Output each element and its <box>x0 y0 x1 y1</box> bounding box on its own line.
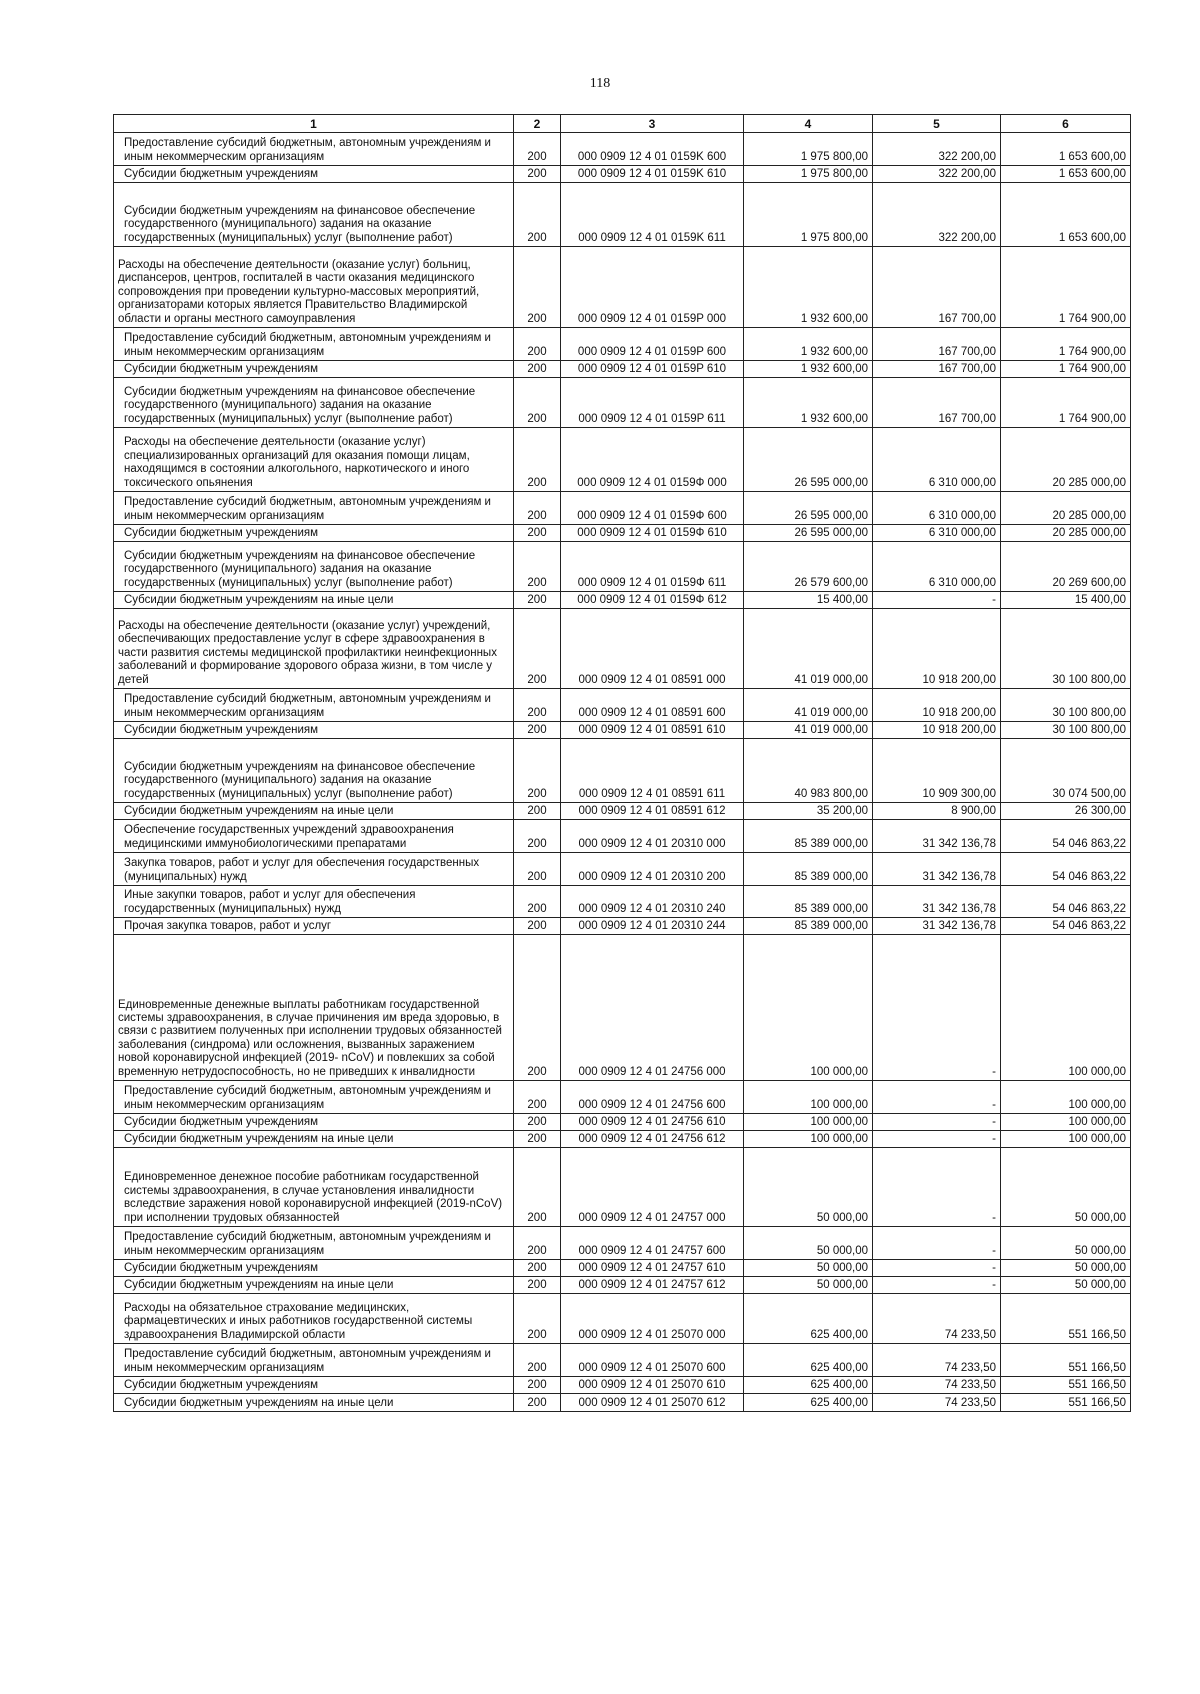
table-row <box>114 803 1131 820</box>
row-classification-code: 000 0909 12 4 01 24756 610 <box>561 1114 744 1131</box>
row-amount-col-4: 85 389 000,00 <box>744 886 873 918</box>
row-classification-code: 000 0909 12 4 01 0159P 000 <box>561 247 744 328</box>
row-classification-code: 000 0909 12 4 01 24757 000 <box>561 1148 744 1227</box>
row-classification-code: 000 0909 12 4 01 0159Ф 611 <box>561 542 744 592</box>
row-amount-col-6: 20 285 000,00 <box>1001 428 1131 492</box>
row-classification-code: 000 0909 12 4 01 25070 610 <box>561 1377 744 1394</box>
table-row <box>114 918 1131 935</box>
row-amount-col-6: 20 269 600,00 <box>1001 542 1131 592</box>
row-col-2: 200 <box>514 1260 561 1277</box>
row-amount-col-4: 26 595 000,00 <box>744 525 873 542</box>
row-amount-col-4: 41 019 000,00 <box>744 722 873 739</box>
row-amount-col-4: 50 000,00 <box>744 1277 873 1294</box>
row-amount-col-6: 1 764 900,00 <box>1001 247 1131 328</box>
row-amount-col-4: 1 975 800,00 <box>744 133 873 166</box>
row-amount-col-5: 74 233,50 <box>873 1394 1001 1412</box>
table-row <box>114 133 1131 166</box>
row-classification-code: 000 0909 12 4 01 20310 244 <box>561 918 744 935</box>
row-amount-col-6: 100 000,00 <box>1001 1081 1131 1114</box>
row-col-2: 200 <box>514 739 561 803</box>
table-row <box>114 1114 1131 1131</box>
row-description: Предоставление субсидий бюджетным, автономным учреждениям и иным некоммерческим организациям <box>114 492 514 525</box>
row-col-2: 200 <box>514 1277 561 1294</box>
table-row <box>114 1131 1131 1148</box>
row-amount-col-5: 31 342 136,78 <box>873 886 1001 918</box>
row-description: Субсидии бюджетным учреждениям на иные цели <box>114 592 514 609</box>
row-amount-col-4: 41 019 000,00 <box>744 689 873 722</box>
row-amount-col-4: 1 932 600,00 <box>744 247 873 328</box>
row-amount-col-6: 1 653 600,00 <box>1001 183 1131 247</box>
row-amount-col-5: 74 233,50 <box>873 1344 1001 1377</box>
row-amount-col-5: 167 700,00 <box>873 361 1001 378</box>
row-amount-col-5: 167 700,00 <box>873 247 1001 328</box>
row-classification-code: 000 0909 12 4 01 0159K 611 <box>561 183 744 247</box>
table-row <box>114 166 1131 183</box>
row-amount-col-6: 1 653 600,00 <box>1001 166 1131 183</box>
budget-table <box>113 114 1131 1412</box>
row-classification-code: 000 0909 12 4 01 24757 600 <box>561 1227 744 1260</box>
row-amount-col-4: 26 595 000,00 <box>744 428 873 492</box>
row-classification-code: 000 0909 12 4 01 25070 000 <box>561 1294 744 1344</box>
row-amount-col-4: 625 400,00 <box>744 1344 873 1377</box>
row-amount-col-6: 15 400,00 <box>1001 592 1131 609</box>
row-classification-code: 000 0909 12 4 01 24757 612 <box>561 1277 744 1294</box>
table-row <box>114 328 1131 361</box>
table-row <box>114 1081 1131 1114</box>
row-description: Субсидии бюджетным учреждениям на иные цели <box>114 1394 514 1412</box>
row-amount-col-5: 10 918 200,00 <box>873 689 1001 722</box>
row-col-2: 200 <box>514 722 561 739</box>
row-description: Субсидии бюджетным учреждениям <box>114 361 514 378</box>
row-classification-code: 000 0909 12 4 01 08591 612 <box>561 803 744 820</box>
header-col-2: 2 <box>514 115 561 133</box>
row-amount-col-5: - <box>873 1260 1001 1277</box>
table-row <box>114 1294 1131 1344</box>
row-description: Единовременные денежные выплаты работникам государственной системы здравоохранения, в случае причинения им вреда здоровью, в связи с развитием полученных при исполнении трудовых обязанностей заболевания (синдрома) или осложнения, вызванных заражением новой коронавирусной инфекцией (2019- nCoV) и повлекших за собой временную нетрудоспособность, но не приведших к инвалидности <box>114 935 514 1081</box>
row-description: Предоставление субсидий бюджетным, автономным учреждениям и иным некоммерческим организациям <box>114 689 514 722</box>
row-description: Расходы на обеспечение деятельности (оказание услуг) специализированных организаций для оказания помощи лицам, находящимся в состоянии алкогольного, наркотического и иного токсического опьянения <box>114 428 514 492</box>
row-amount-col-6: 1 764 900,00 <box>1001 361 1131 378</box>
row-amount-col-6: 54 046 863,22 <box>1001 820 1131 853</box>
row-amount-col-5: - <box>873 1131 1001 1148</box>
row-classification-code: 000 0909 12 4 01 0159P 600 <box>561 328 744 361</box>
row-amount-col-4: 1 975 800,00 <box>744 166 873 183</box>
row-classification-code: 000 0909 12 4 01 0159K 600 <box>561 133 744 166</box>
row-amount-col-5: 10 918 200,00 <box>873 722 1001 739</box>
row-amount-col-5: 8 900,00 <box>873 803 1001 820</box>
row-col-2: 200 <box>514 166 561 183</box>
row-amount-col-4: 40 983 800,00 <box>744 739 873 803</box>
row-classification-code: 000 0909 12 4 01 0159P 611 <box>561 378 744 428</box>
row-amount-col-4: 26 579 600,00 <box>744 542 873 592</box>
row-description: Субсидии бюджетным учреждениям на иные цели <box>114 1131 514 1148</box>
row-col-2: 200 <box>514 935 561 1081</box>
row-amount-col-4: 15 400,00 <box>744 592 873 609</box>
row-amount-col-6: 30 100 800,00 <box>1001 722 1131 739</box>
row-classification-code: 000 0909 12 4 01 08591 610 <box>561 722 744 739</box>
row-classification-code: 000 0909 12 4 01 24756 000 <box>561 935 744 1081</box>
row-description: Закупка товаров, работ и услуг для обеспечения государственных (муниципальных) нужд <box>114 853 514 886</box>
row-description: Предоставление субсидий бюджетным, автономным учреждениям и иным некоммерческим организациям <box>114 328 514 361</box>
row-amount-col-6: 50 000,00 <box>1001 1260 1131 1277</box>
row-description: Обеспечение государственных учреждений здравоохранения медицинскими иммунобиологическими препаратами <box>114 820 514 853</box>
row-classification-code: 000 0909 12 4 01 0159P 610 <box>561 361 744 378</box>
row-amount-col-5: 31 342 136,78 <box>873 918 1001 935</box>
row-amount-col-4: 100 000,00 <box>744 1081 873 1114</box>
row-classification-code: 000 0909 12 4 01 25070 600 <box>561 1344 744 1377</box>
row-classification-code: 000 0909 12 4 01 0159Ф 000 <box>561 428 744 492</box>
row-description: Предоставление субсидий бюджетным, автономным учреждениям и иным некоммерческим организациям <box>114 1081 514 1114</box>
row-amount-col-4: 1 932 600,00 <box>744 361 873 378</box>
row-amount-col-6: 100 000,00 <box>1001 1131 1131 1148</box>
row-amount-col-6: 26 300,00 <box>1001 803 1131 820</box>
row-amount-col-5: 6 310 000,00 <box>873 428 1001 492</box>
header-col-3: 3 <box>561 115 744 133</box>
table-row <box>114 722 1131 739</box>
row-amount-col-4: 50 000,00 <box>744 1260 873 1277</box>
row-col-2: 200 <box>514 1394 561 1412</box>
table-row <box>114 689 1131 722</box>
row-amount-col-4: 50 000,00 <box>744 1148 873 1227</box>
page-number: 118 <box>589 76 611 91</box>
table-row <box>114 739 1131 803</box>
row-classification-code: 000 0909 12 4 01 25070 612 <box>561 1394 744 1412</box>
row-col-2: 200 <box>514 592 561 609</box>
row-amount-col-5: 322 200,00 <box>873 133 1001 166</box>
table-row <box>114 1377 1131 1394</box>
row-col-2: 200 <box>514 133 561 166</box>
row-amount-col-6: 50 000,00 <box>1001 1277 1131 1294</box>
header-col-1: 1 <box>114 115 514 133</box>
row-amount-col-6: 551 166,50 <box>1001 1294 1131 1344</box>
row-classification-code: 000 0909 12 4 01 20310 200 <box>561 853 744 886</box>
row-amount-col-5: 74 233,50 <box>873 1294 1001 1344</box>
row-amount-col-4: 85 389 000,00 <box>744 853 873 886</box>
row-col-2: 200 <box>514 918 561 935</box>
header-col-5: 5 <box>873 115 1001 133</box>
row-amount-col-6: 551 166,50 <box>1001 1394 1131 1412</box>
row-amount-col-4: 625 400,00 <box>744 1394 873 1412</box>
table-row <box>114 428 1131 492</box>
header-row <box>114 115 1131 133</box>
row-description: Субсидии бюджетным учреждениям на финансовое обеспечение государственного (муниципального) задания на оказание государственных (муниципальных) услуг (выполнение работ) <box>114 542 514 592</box>
row-amount-col-6: 551 166,50 <box>1001 1377 1131 1394</box>
row-amount-col-5: 322 200,00 <box>873 183 1001 247</box>
row-classification-code: 000 0909 12 4 01 20310 240 <box>561 886 744 918</box>
row-description: Субсидии бюджетным учреждениям на иные цели <box>114 1277 514 1294</box>
row-classification-code: 000 0909 12 4 01 24756 600 <box>561 1081 744 1114</box>
row-col-2: 200 <box>514 689 561 722</box>
row-amount-col-5: 322 200,00 <box>873 166 1001 183</box>
row-amount-col-4: 1 932 600,00 <box>744 328 873 361</box>
row-amount-col-4: 50 000,00 <box>744 1227 873 1260</box>
row-classification-code: 000 0909 12 4 01 24757 610 <box>561 1260 744 1277</box>
row-amount-col-5: 6 310 000,00 <box>873 525 1001 542</box>
header-col-4: 4 <box>744 115 873 133</box>
row-amount-col-6: 50 000,00 <box>1001 1227 1131 1260</box>
row-col-2: 200 <box>514 428 561 492</box>
table-row <box>114 853 1131 886</box>
row-description: Иные закупки товаров, работ и услуг для обеспечения государственных (муниципальных) нужд <box>114 886 514 918</box>
table-row <box>114 247 1131 328</box>
row-amount-col-4: 625 400,00 <box>744 1294 873 1344</box>
row-description: Субсидии бюджетным учреждениям <box>114 722 514 739</box>
row-amount-col-5: 6 310 000,00 <box>873 492 1001 525</box>
row-col-2: 200 <box>514 609 561 689</box>
table-row <box>114 1227 1131 1260</box>
row-amount-col-6: 54 046 863,22 <box>1001 886 1131 918</box>
row-amount-col-5: - <box>873 935 1001 1081</box>
row-description: Субсидии бюджетным учреждениям на финансовое обеспечение государственного (муниципального) задания на оказание государственных (муниципальных) услуг (выполнение работ) <box>114 183 514 247</box>
row-col-2: 200 <box>514 820 561 853</box>
row-amount-col-6: 1 764 900,00 <box>1001 378 1131 428</box>
table-row <box>114 820 1131 853</box>
row-amount-col-5: 6 310 000,00 <box>873 542 1001 592</box>
row-classification-code: 000 0909 12 4 01 08591 000 <box>561 609 744 689</box>
row-classification-code: 000 0909 12 4 01 0159K 610 <box>561 166 744 183</box>
row-amount-col-4: 100 000,00 <box>744 1131 873 1148</box>
row-description: Расходы на обязательное страхование медицинских, фармацевтических и иных работников государственной системы здравоохранения Владимирской области <box>114 1294 514 1344</box>
table-row <box>114 592 1131 609</box>
table-body <box>114 133 1131 1412</box>
row-amount-col-5: 167 700,00 <box>873 378 1001 428</box>
row-description: Расходы на обеспечение деятельности (оказание услуг) больниц, диспансеров, центров, госпиталей в части оказания медицинского сопровождения при проведении культурно-массовых мероприятий, организаторами которых является Правительство Владимирской области и органы местного самоуправления <box>114 247 514 328</box>
row-amount-col-6: 20 285 000,00 <box>1001 525 1131 542</box>
row-amount-col-4: 1 932 600,00 <box>744 378 873 428</box>
row-classification-code: 000 0909 12 4 01 0159Ф 610 <box>561 525 744 542</box>
table-row <box>114 935 1131 1081</box>
row-description: Прочая закупка товаров, работ и услуг <box>114 918 514 935</box>
row-amount-col-4: 1 975 800,00 <box>744 183 873 247</box>
row-col-2: 200 <box>514 492 561 525</box>
row-amount-col-5: 10 909 300,00 <box>873 739 1001 803</box>
row-amount-col-5: 74 233,50 <box>873 1377 1001 1394</box>
table-row <box>114 378 1131 428</box>
row-amount-col-5: - <box>873 1277 1001 1294</box>
row-description: Предоставление субсидий бюджетным, автономным учреждениям и иным некоммерческим организациям <box>114 133 514 166</box>
table-row <box>114 1260 1131 1277</box>
table-row <box>114 1344 1131 1377</box>
row-col-2: 200 <box>514 886 561 918</box>
row-col-2: 200 <box>514 1227 561 1260</box>
row-amount-col-5: 31 342 136,78 <box>873 820 1001 853</box>
row-col-2: 200 <box>514 1148 561 1227</box>
row-col-2: 200 <box>514 183 561 247</box>
table-row <box>114 1148 1131 1227</box>
row-description: Субсидии бюджетным учреждениям <box>114 166 514 183</box>
row-description: Субсидии бюджетным учреждениям <box>114 1260 514 1277</box>
row-col-2: 200 <box>514 378 561 428</box>
row-amount-col-6: 100 000,00 <box>1001 935 1131 1081</box>
table-row <box>114 525 1131 542</box>
row-amount-col-6: 20 285 000,00 <box>1001 492 1131 525</box>
table-row <box>114 1394 1131 1412</box>
row-amount-col-5: - <box>873 1227 1001 1260</box>
row-col-2: 200 <box>514 1344 561 1377</box>
table-row <box>114 183 1131 247</box>
row-amount-col-6: 30 100 800,00 <box>1001 689 1131 722</box>
row-amount-col-4: 100 000,00 <box>744 935 873 1081</box>
row-description: Субсидии бюджетным учреждениям на иные цели <box>114 803 514 820</box>
row-classification-code: 000 0909 12 4 01 08591 611 <box>561 739 744 803</box>
row-col-2: 200 <box>514 542 561 592</box>
row-description: Субсидии бюджетным учреждениям <box>114 1377 514 1394</box>
row-col-2: 200 <box>514 1377 561 1394</box>
row-amount-col-6: 30 100 800,00 <box>1001 609 1131 689</box>
header-col-6: 6 <box>1001 115 1131 133</box>
row-amount-col-5: 31 342 136,78 <box>873 853 1001 886</box>
row-amount-col-6: 100 000,00 <box>1001 1114 1131 1131</box>
row-amount-col-4: 26 595 000,00 <box>744 492 873 525</box>
row-amount-col-4: 85 389 000,00 <box>744 918 873 935</box>
row-amount-col-5: 10 918 200,00 <box>873 609 1001 689</box>
row-description: Субсидии бюджетным учреждениям <box>114 525 514 542</box>
table-row <box>114 886 1131 918</box>
row-amount-col-4: 100 000,00 <box>744 1114 873 1131</box>
row-col-2: 200 <box>514 803 561 820</box>
row-description: Расходы на обеспечение деятельности (оказание услуг) учреждений, обеспечивающих предоставление услуг в сфере здравоохранения в части развития системы медицинской профилактики неинфекционных заболеваний и формирование здорового образа жизни, в том числе у детей <box>114 609 514 689</box>
row-amount-col-6: 551 166,50 <box>1001 1344 1131 1377</box>
row-description: Субсидии бюджетным учреждениям <box>114 1114 514 1131</box>
row-amount-col-5: - <box>873 1081 1001 1114</box>
row-description: Предоставление субсидий бюджетным, автономным учреждениям и иным некоммерческим организациям <box>114 1344 514 1377</box>
table-row <box>114 1277 1131 1294</box>
row-description: Предоставление субсидий бюджетным, автономным учреждениям и иным некоммерческим организациям <box>114 1227 514 1260</box>
row-amount-col-5: - <box>873 1148 1001 1227</box>
row-description: Субсидии бюджетным учреждениям на финансовое обеспечение государственного (муниципального) задания на оказание государственных (муниципальных) услуг (выполнение работ) <box>114 378 514 428</box>
row-amount-col-4: 41 019 000,00 <box>744 609 873 689</box>
row-classification-code: 000 0909 12 4 01 0159Ф 600 <box>561 492 744 525</box>
row-description: Субсидии бюджетным учреждениям на финансовое обеспечение государственного (муниципального) задания на оказание государственных (муниципальных) услуг (выполнение работ) <box>114 739 514 803</box>
row-col-2: 200 <box>514 1294 561 1344</box>
row-classification-code: 000 0909 12 4 01 24756 612 <box>561 1131 744 1148</box>
row-col-2: 200 <box>514 247 561 328</box>
row-classification-code: 000 0909 12 4 01 08591 600 <box>561 689 744 722</box>
row-col-2: 200 <box>514 853 561 886</box>
row-col-2: 200 <box>514 1131 561 1148</box>
row-amount-col-5: - <box>873 1114 1001 1131</box>
row-classification-code: 000 0909 12 4 01 20310 000 <box>561 820 744 853</box>
row-col-2: 200 <box>514 1114 561 1131</box>
table-row <box>114 492 1131 525</box>
row-col-2: 200 <box>514 525 561 542</box>
row-amount-col-4: 625 400,00 <box>744 1377 873 1394</box>
row-amount-col-6: 1 653 600,00 <box>1001 133 1131 166</box>
table-row <box>114 542 1131 592</box>
row-classification-code: 000 0909 12 4 01 0159Ф 612 <box>561 592 744 609</box>
row-description: Единовременное денежное пособие работникам государственной системы здравоохранения, в случае установления инвалидности вследствие заражения новой коронавирусной инфекцией (2019-nCoV) при исполнении трудовых обязанностей <box>114 1148 514 1227</box>
row-amount-col-5: - <box>873 592 1001 609</box>
row-amount-col-6: 1 764 900,00 <box>1001 328 1131 361</box>
row-col-2: 200 <box>514 361 561 378</box>
row-col-2: 200 <box>514 328 561 361</box>
row-amount-col-6: 30 074 500,00 <box>1001 739 1131 803</box>
row-amount-col-6: 50 000,00 <box>1001 1148 1131 1227</box>
row-col-2: 200 <box>514 1081 561 1114</box>
table-row <box>114 609 1131 689</box>
row-amount-col-4: 35 200,00 <box>744 803 873 820</box>
row-amount-col-5: 167 700,00 <box>873 328 1001 361</box>
row-amount-col-6: 54 046 863,22 <box>1001 853 1131 886</box>
table-row <box>114 361 1131 378</box>
row-amount-col-4: 85 389 000,00 <box>744 820 873 853</box>
row-amount-col-6: 54 046 863,22 <box>1001 918 1131 935</box>
